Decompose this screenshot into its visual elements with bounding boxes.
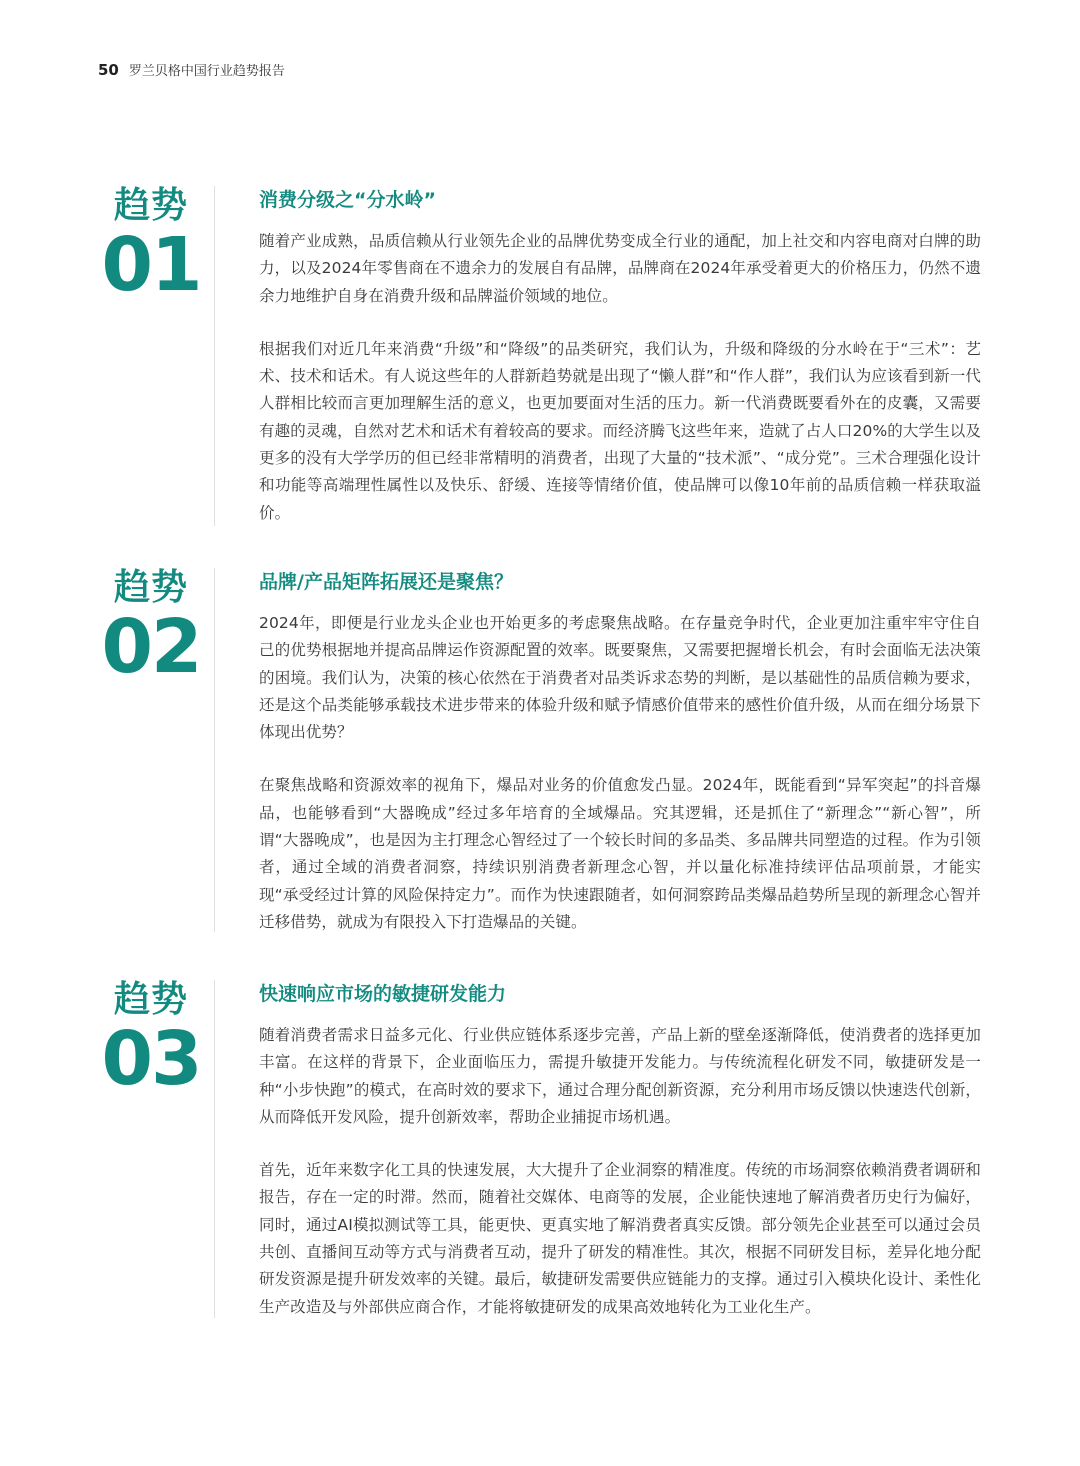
trend-title: 快速响应市场的敏捷研发能力	[259, 983, 507, 1005]
page-number: 50	[98, 61, 119, 79]
trend-label	[96, 979, 206, 1102]
paragraph: 首先，近年来数字化工具的快速发展，大大提升了企业洞察的精准度。传统的市场洞察依赖消费者调研和报告，存在一定的时滞。然而，随着社交媒体、电商等的发展，企业能快速地了解消费者历史行为偏好，同时，通过AI模拟测试等工具，能更快、更真实地了解消费者真实反馈。部分领先企业甚至可以通过会员共创、直播间互动等方式与消费者互动，提升了研发的精准性。其次，根据不同研发目标，差异化地分配研发资源是提升研发效率的关键。最后，敏捷研发需要供应链能力的支撑。通过引入模块化设计、柔性化生产改造及与外部供应商合作，才能将敏捷研发的成果高效地转化为工业化生产。	[259, 1161, 981, 1316]
divider	[214, 186, 215, 526]
paragraph: 在聚焦战略和资源效率的视角下，爆品对业务的价值愈发凸显。2024年，既能看到“异军突起”的抖音爆品，也能够看到“大器晚成”经过多年培育的全域爆品。究其逻辑，还是抓住了“新理念”“新心智”，所谓“大器晚成”，也是因为主打理念心智经过了一个较长时间的多品类、多品牌共同塑造的过程。作为引领者，通过全域的消费者洞察，持续识别消费者新理念心智，并以量化标准持续评估品项前景，才能实现“承受经过计算的风险保持定力”。而作为快速跟随者，如何洞察跨品类爆品趋势所呈现的新理念心智并迁移借势，就成为有限投入下打造爆品的关键。	[259, 776, 981, 931]
trend-title: 消费分级之“分水岭”	[259, 189, 436, 211]
report-title: 罗兰贝格中国行业趋势报告	[128, 64, 285, 79]
paragraph: 随着产业成熟，品质信赖从行业领先企业的品牌优势变成全行业的通配，加上社交和内容电商对白牌的助力，以及2024年零售商在不遗余力的发展自有品牌，品牌商在2024年承受着更大的价格压力，仍然不遗余力地维护自身在消费升级和品牌溢价领域的地位。	[259, 232, 981, 305]
trend-word: 趋势	[113, 567, 188, 608]
trend-title: 品牌/产品矩阵拓展还是聚焦？	[259, 571, 513, 593]
paragraph: 根据我们对近几年来消费“升级”和“降级”的品类研究，我们认为，升级和降级的分水岭在于“三术”：艺术、技术和话术。有人说这些年的人群新趋势就是出现了“懒人群”和“作人群”，我们认为应该看到新一代人群相比较而言更加理解生活的意义，也更加要面对生活的压力。新一代消费既要看外在的皮囊，又需要有趣的灵魂，自然对艺术和话术有着较高的要求。而经济腾飞这些年来，造就了占人口20%的大学生以及更多的没有大学学历的但已经非常精明的消费者，出现了大量的“技术派”、“成分党”。三术合理强化设计和功能等高端理性属性以及快乐、舒缓、连接等情绪价值，使品牌可以像10年前的品质信赖一样获取溢价。	[259, 339, 981, 522]
trend-number: 02	[101, 604, 201, 690]
trend-number: 03	[101, 1016, 201, 1102]
trend-label	[96, 185, 206, 308]
paragraph: 随着消费者需求日益多元化、行业供应链体系逐步完善，产品上新的壁垒逐渐降低，使消费者的选择更加丰富。在这样的背景下，企业面临压力，需提升敏捷开发能力。与传统流程化研发不同，敏捷研发是一种“小步快跑”的模式，在高时效的要求下，通过合理分配创新资源，充分利用市场反馈以快速迭代创新，从而降低开发风险，提升创新效率，帮助企业捕捉市场机遇。	[259, 1026, 981, 1126]
trend-content	[259, 570, 981, 962]
paragraph: 2024年，即便是行业龙头企业也开始更多的考虑聚焦战略。在存量竞争时代，企业更加注重牢牢守住自己的优势根据地并提高品牌运作资源配置的效率。既要聚焦，又需要把握增长机会，有时会面临无法决策的困境。我们认为，决策的核心依然在于消费者对品类诉求态势的判断，是以基础性的品质信赖为要求，还是这个品类能够承载技术进步带来的体验升级和赋予情感价值带来的感性价值升级，从而在细分场景下体现出优势？	[259, 614, 981, 742]
page-header	[98, 60, 285, 79]
trend-word: 趋势	[113, 185, 188, 226]
trend-number: 01	[101, 222, 201, 308]
divider	[214, 568, 215, 932]
trend-label	[96, 567, 206, 690]
trend-content	[259, 982, 981, 1347]
divider	[214, 980, 215, 1318]
trend-word: 趋势	[113, 979, 188, 1020]
trend-content	[259, 188, 981, 553]
